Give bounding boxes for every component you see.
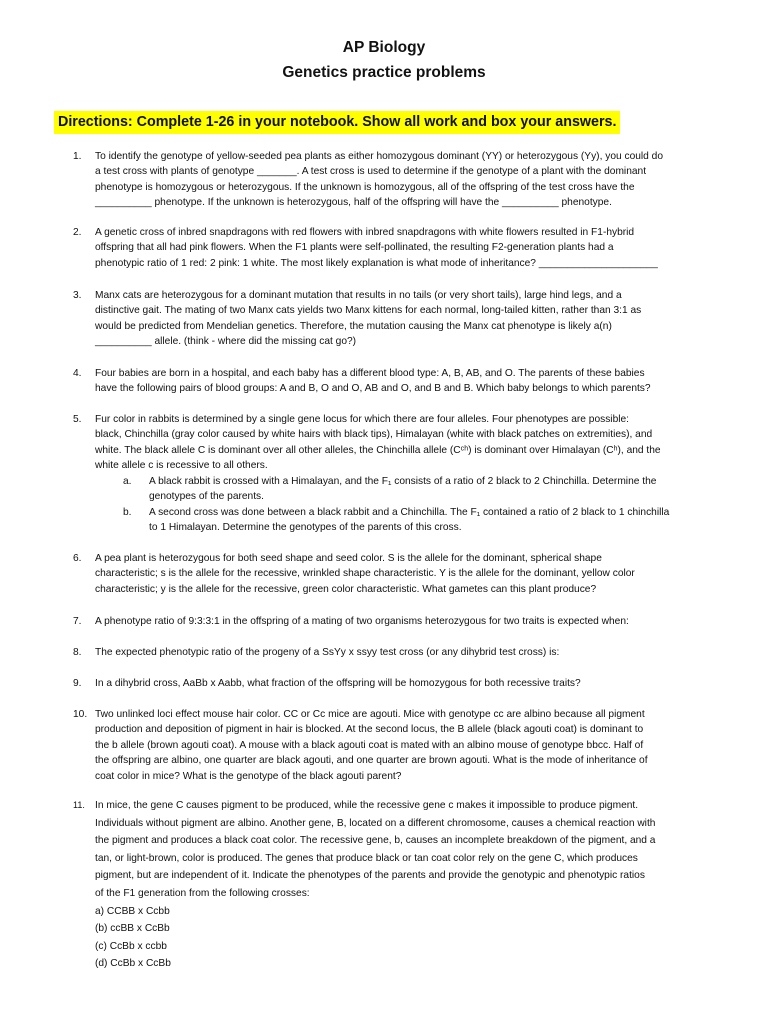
text-line: phenotypic ratio of 1 red: 2 pink: 1 white. The most likely explanation is what mode of inheritance? _____________________ (95, 257, 658, 269)
page-title: AP Biology (342, 39, 426, 56)
question-text (95, 149, 738, 211)
question-text (95, 645, 738, 660)
question-text (95, 707, 738, 784)
text-line: the offspring are albino, one quarter are black agouti, and one quarter are brown agouti. What is the mode of inheritance of (95, 755, 648, 767)
text-line: A phenotype ratio of 9:3:3:1 in the offspring of a mating of two organisms heterozygous for two traits is expected when: (95, 616, 629, 627)
page-subtitle: Genetics practice problems (282, 64, 486, 81)
text-line: white. The black allele C is dominant over all other alleles, the Chinchilla allele (Cᶜʰ) is dominant over Himalayan (Cʰ), and the (95, 444, 661, 456)
text-line: A pea plant is heterozygous for both seed shape and seed color. S is the allele for the dominant, spherical shape (95, 553, 602, 564)
text-line: Four babies are born in a hospital, and each baby has a different blood type: A, B, AB, and O. The parents of these babies (95, 368, 645, 379)
text-line: A genetic cross of inbred snapdragons with red flowers with inbred snapdragons with white flowers resulted in F1-hybrid (95, 227, 635, 238)
text-line: coat color in mice? What is the genotype of the black agouti parent? (95, 770, 402, 782)
cross-option: (b) ccBB x CcBb (95, 923, 170, 935)
question-text (95, 551, 738, 597)
text-line: tan, or light-brown, color is produced. The genes that produce black or tan coat color rely on the gene C, which produces (95, 852, 638, 864)
question-number: 11. (73, 800, 85, 810)
text-line: characteristic; s is the allele for the recessive, wrinkled shape characteristic. Y is the allele for the dominant, yellow color (95, 568, 635, 580)
text-line: To identify the genotype of yellow-seeded pea plants as either homozygous dominant (YY) or heterozygous (Yy), you could do (95, 151, 663, 162)
text-line: pigment, but are independent of it. Indicate the phenotypes of the parents and provide the genotypic and phenotypic ratios (95, 870, 645, 882)
cross-option: (c) CcBb x ccbb (95, 940, 167, 952)
question-text (95, 288, 738, 350)
question-number: 5. (73, 414, 82, 425)
question-number: 4. (73, 368, 82, 379)
text-line: characteristic; y is the allele for the recessive, green color characteristic. What gametes can this plant produce? (95, 583, 597, 595)
question-text (95, 225, 738, 271)
question-number: 6. (73, 553, 82, 564)
part-text (149, 474, 739, 505)
text-line: white allele c is recessive to all others. (95, 460, 268, 472)
question-text (95, 412, 738, 474)
part-letter: b. (123, 507, 132, 518)
text-line: the b allele (brown agouti coat). A mouse with a black agouti coat is mated with an albino mouse of genotype bbcc. Half of (95, 739, 644, 751)
cross-option: a) CCBB x Ccbb (95, 905, 170, 917)
text-line: genotypes of the parents. (149, 491, 264, 503)
text-line: of the F1 generation from the following crosses: (95, 887, 310, 899)
question-number: 3. (73, 290, 82, 301)
text-line: Two unlinked loci effect mouse hair color. CC or Cc mice are agouti. Mice with genotype cc are albino because all pigment (95, 709, 645, 720)
text-line: __________ phenotype. If the unknown is heterozygous, half of the offspring will have the __________ phenotype. (95, 197, 612, 209)
text-line: Fur color in rabbits is determined by a single gene locus for which there are four alleles. Four phenotypes are possible: (95, 414, 629, 425)
part-letter: a. (123, 476, 132, 487)
question-number: 1. (73, 151, 82, 162)
directions-highlight: Directions: Complete 1-26 in your notebook. Show all work and box your answers. (54, 111, 620, 134)
question-number: 8. (73, 647, 82, 658)
text-line: the pigment and produces a black coat color. The recessive gene, b, causes an incomplete breakdown of the pigment, and a (95, 835, 656, 847)
question-number: 2. (73, 227, 82, 238)
text-line: offspring that all had pink flowers. When the F1 plants were self-pollinated, the resulting F2-generation plants had a (95, 242, 614, 254)
text-line: production and deposition of pigment in hair is blocked. At the second locus, the B allele (black agouti coat) is dominant to (95, 724, 644, 736)
question-number: 9. (73, 678, 82, 689)
text-line: have the following pairs of blood groups: A and B, O and O, AB and O, and B and B. Which baby belongs to which parents? (95, 383, 651, 395)
text-line: would be predicted from Mendelian genetics. Therefore, the mutation causing the Manx cat phenotype is likely a(n) (95, 320, 612, 332)
text-line: a test cross with plants of genotype _______. A test cross is used to determine if the genotype of a plant with the dominant (95, 166, 647, 178)
text-line: The expected phenotypic ratio of the progeny of a SsYy x ssyy test cross (or any dihybrid test cross) is: (95, 647, 560, 658)
text-line: to 1 Himalayan. Determine the genotypes of the parents of this cross. (149, 522, 462, 534)
text-line: __________ allele. (think - where did the missing cat go?) (95, 336, 357, 348)
text-line: phenotype is homozygous or heterozygous. If the unknown is homozygous, all of the offspring of the test cross have the (95, 181, 635, 193)
question-text (95, 676, 738, 691)
question-number: 7. (73, 616, 82, 627)
text-line: Individuals without pigment are albino. Another gene, B, located on a different chromosome, causes a chemical reaction with (95, 817, 656, 829)
text-line: black, Chinchilla (gray color caused by white hairs with black tips), Himalayan (white with black patches on extremities), and (95, 429, 653, 441)
text-line: A second cross was done between a black rabbit and a Chinchilla. The F₁ contained a ratio of 2 black to 1 chinchilla (149, 507, 670, 518)
text-line: In mice, the gene C causes pigment to be produced, while the recessive gene c makes it impossible to produce pigment. (95, 800, 639, 811)
question-number: 10. (73, 709, 88, 720)
text-line: Manx cats are heterozygous for a dominant mutation that results in no tails (or very short tails), large hind legs, and a (95, 290, 622, 301)
question-text (95, 614, 738, 629)
question-text (95, 366, 738, 397)
part-text (149, 505, 739, 536)
text-line: distinctive gait. The mating of two Manx cats yields two Manx kittens for each normal, long-tailed kitten, rather than 3:1 as (95, 305, 642, 317)
text-line: A black rabbit is crossed with a Himalayan, and the F₁ consists of a ratio of 2 black to 2 Chinchilla. Determine the (149, 476, 657, 487)
text-line: In a dihybrid cross, AaBb x Aabb, what fraction of the offspring will be homozygous for both recessive traits? (95, 678, 581, 689)
cross-option: (d) CcBb x CcBb (95, 958, 171, 970)
question-text (95, 797, 738, 973)
